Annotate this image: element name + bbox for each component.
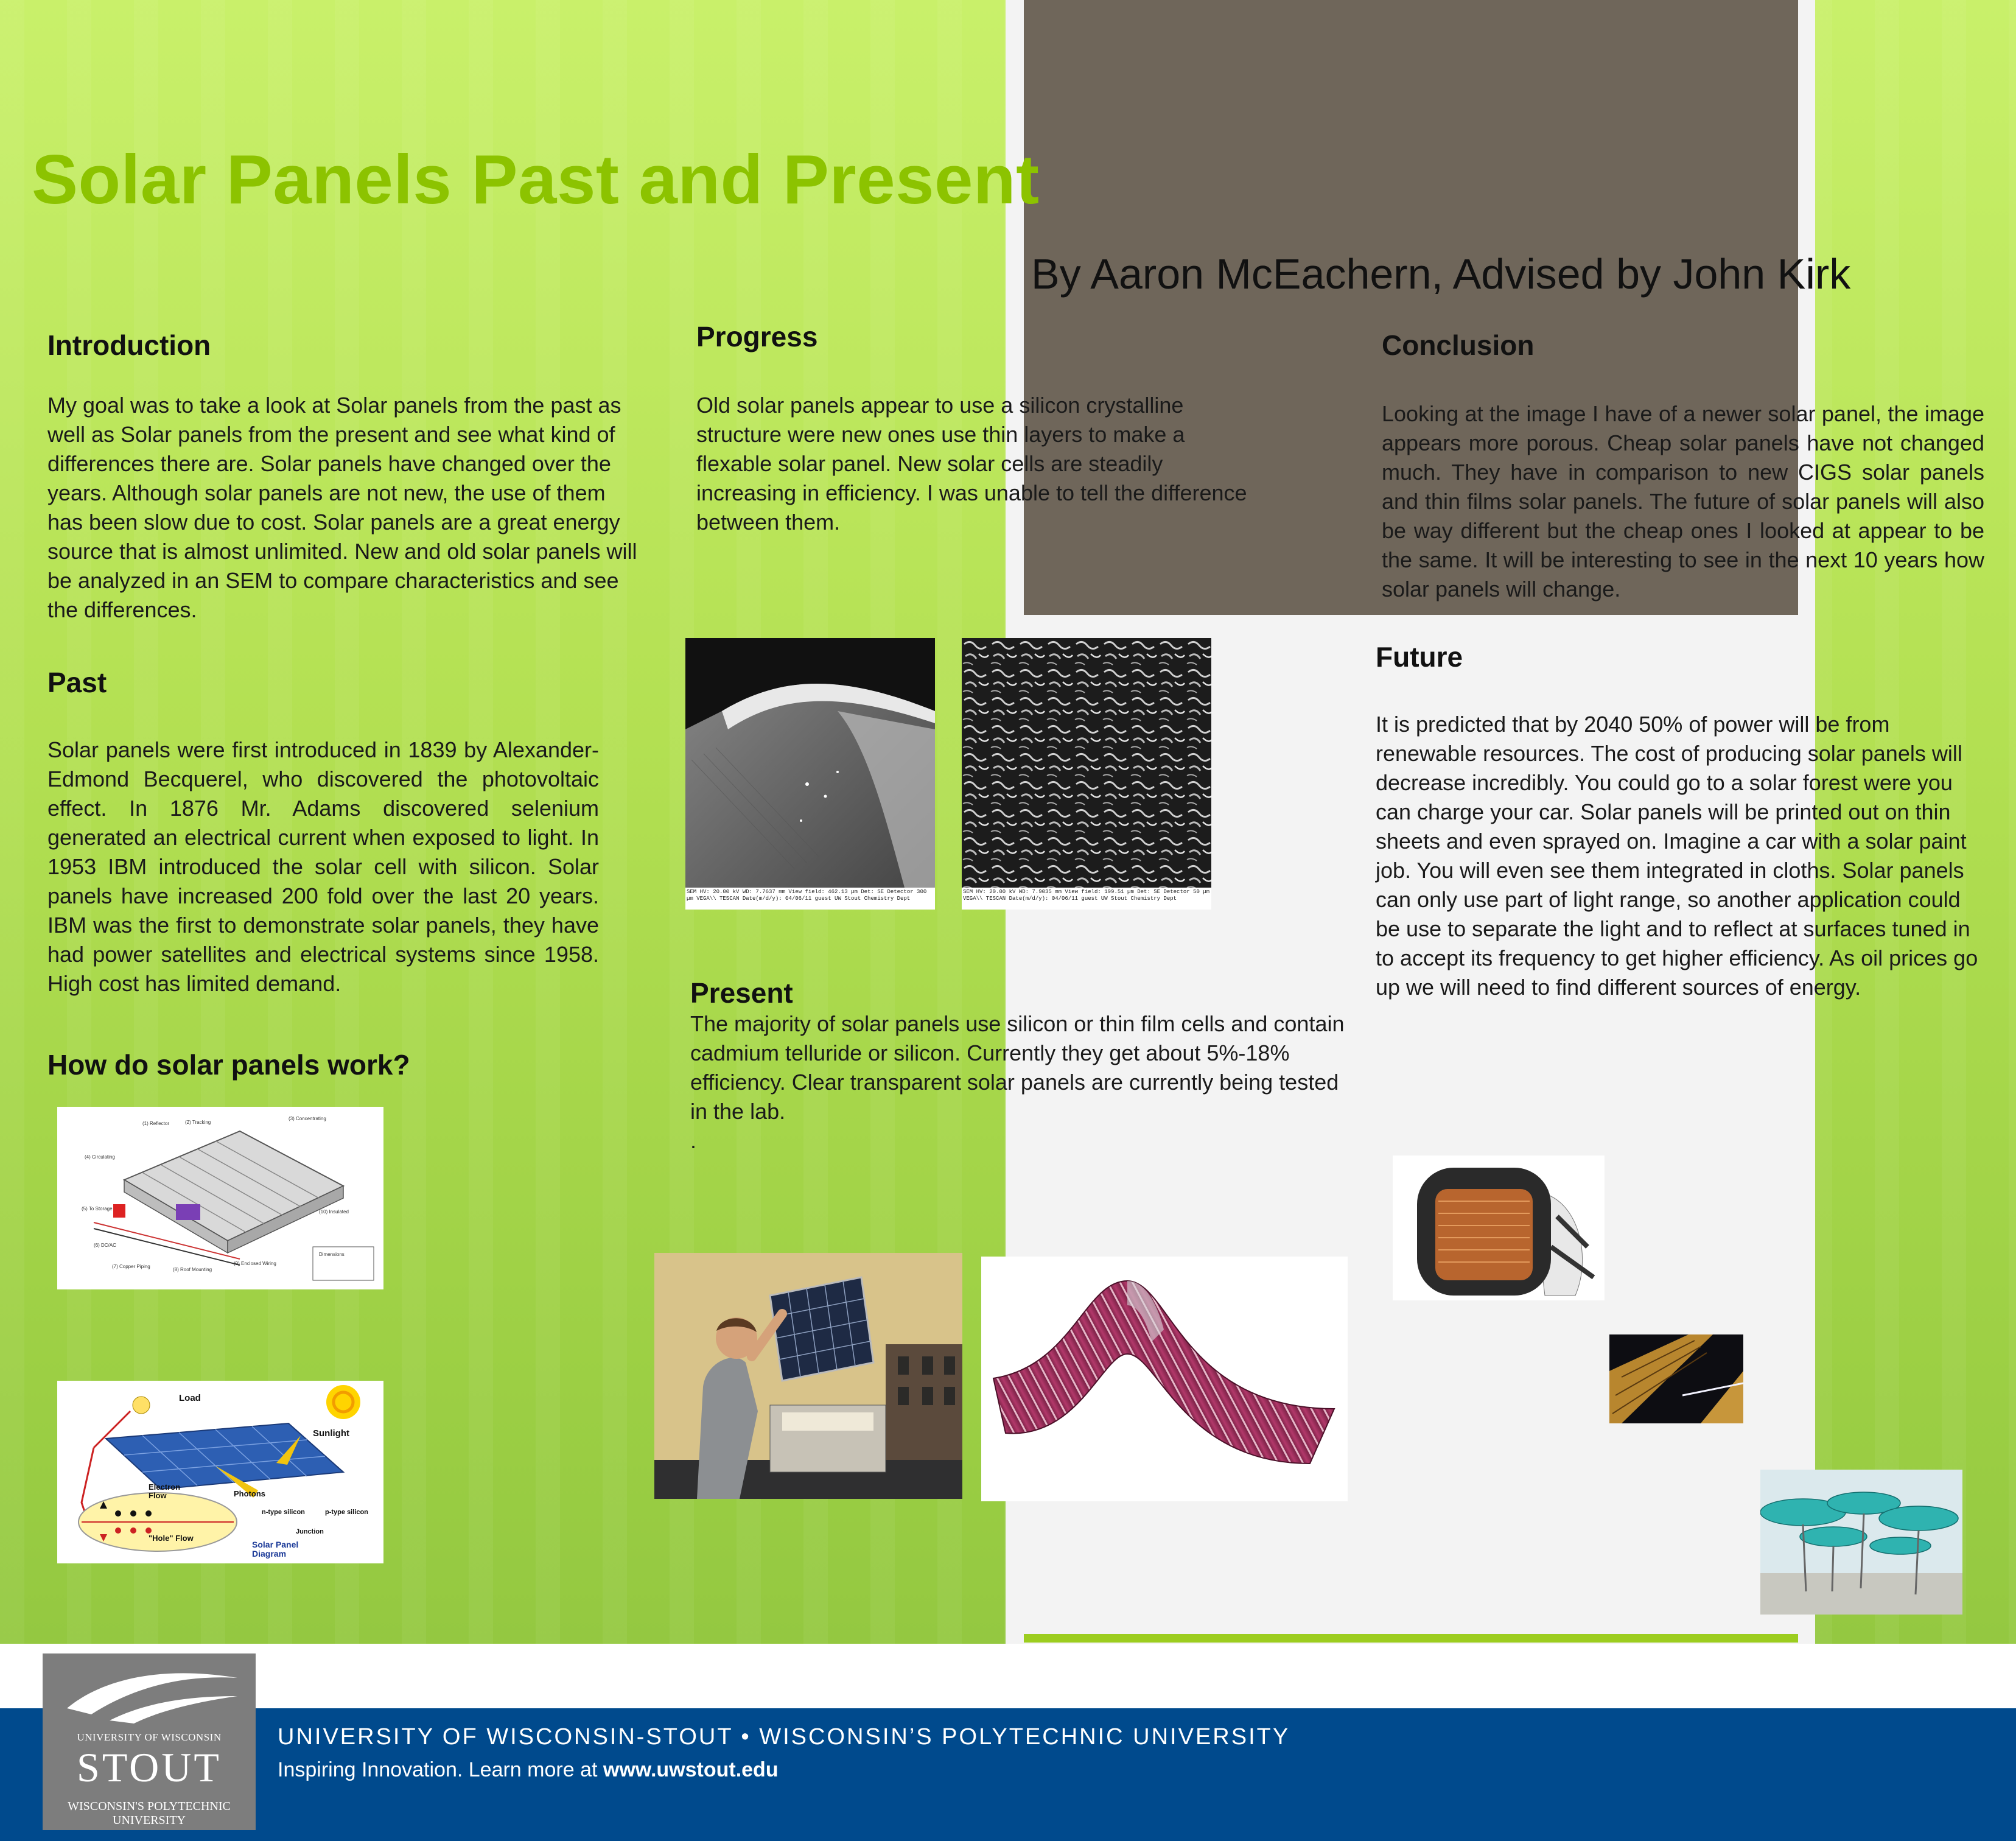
future-heading: Future	[1376, 641, 1463, 673]
sem-image-new-panel	[962, 638, 1211, 910]
solar-backpack-photo	[1393, 1155, 1605, 1300]
diagram-caption: Solar Panel Diagram	[252, 1540, 299, 1559]
flexible-solar-panel-art	[981, 1257, 1348, 1501]
svg-text:(6) DC/AC: (6) DC/AC	[94, 1243, 116, 1248]
footer-university-name: UNIVERSITY OF WISCONSIN-STOUT • WISCONSIN’S POLYTECHNIC UNIVERSITY	[278, 1724, 1290, 1750]
present-heading: Present	[690, 977, 793, 1009]
electron-flow-label: Electron Flow	[149, 1482, 181, 1500]
solar-forest-art	[1760, 1470, 1962, 1615]
footer-tagline	[278, 1758, 779, 1782]
flexible-solar-panel-photo	[981, 1257, 1348, 1501]
satellite-panel-photo	[1609, 1334, 1743, 1423]
poster-title: Solar Panels Past and Present	[32, 141, 1040, 219]
past-heading: Past	[47, 667, 107, 698]
solar-panel-diagram	[57, 1381, 383, 1563]
svg-text:(2) Tracking: (2) Tracking	[185, 1120, 211, 1125]
n-type-label: n-type silicon	[262, 1509, 305, 1516]
logo-wave-mark	[43, 1653, 256, 1727]
solar-forest-photo	[1760, 1470, 1962, 1615]
conclusion-heading: Conclusion	[1382, 329, 1535, 361]
progress-heading: Progress	[696, 321, 818, 352]
sunlight-label: Sunlight	[313, 1428, 349, 1439]
sem-old-art	[685, 638, 935, 888]
sem-new-art	[962, 638, 1211, 888]
future-text: It is predicted that by 2040 50% of power will be from renewable resources. The cost of producing solar panels will decrease incredibly. You could go to a solar forest were you can charge your car. Solar panels will be printed out on thin sheets and even sprayed on. Imagine a car with a solar paint job. You will even see them integrated in cloths. Solar panels can only use part of light range, so another application could be use to separate the light and to reflect at surfaces tuned in to accept its frequency to get higher efficiency. As oil prices go up we will need to find different sources of energy.	[1376, 712, 1978, 1000]
byline: By Aaron McEachern, Advised by John Kirk	[1031, 250, 1851, 298]
junction-label: Junction	[296, 1528, 324, 1535]
svg-text:(1) Reflector: (1) Reflector	[142, 1121, 170, 1126]
solar-backpack-art	[1393, 1155, 1605, 1300]
solar-heating-diagram-art	[57, 1107, 383, 1289]
introduction-heading: Introduction	[47, 329, 211, 361]
sem-old-caption: SEM HV: 20.00 kV WD: 7.7637 mm View field: 462.13 µm Det: SE Detector 300 µm VEGA\\ TESCAN Date(m/d/y): 04/06/11 guest UW Stout Chemistry Dept	[685, 888, 935, 910]
logo-line2: STOUT	[77, 1744, 222, 1790]
progress-text: Old solar panels appear to use a silicon crystalline structure were new ones use thin layers to make a flexable solar panel. New solar cells are steadily increasing in efficiency. I was unable to tell the difference between them.	[696, 393, 1247, 535]
satellite-panel-art	[1609, 1334, 1743, 1423]
logo-line3: WISCONSIN'S POLYTECHNIC UNIVERSITY	[68, 1800, 231, 1827]
past-text: Solar panels were first introduced in 1839 by Alexander-Edmond Becquerel, who discovered the photovoltaic effect. In 1876 Mr. Adams discovered selenium generated an electrical current when exposed to light. In 1953 IBM introduced the solar cell with silicon. Solar panels have increased 200 fold over the last 20 years. IBM was the first to demonstrate solar panels, they have had power satellites and electrical systems since 1958. High cost has limited demand.	[47, 737, 599, 996]
svg-text:(5) To Storage: (5) To Storage	[82, 1206, 113, 1212]
accent-bar	[1024, 1634, 1798, 1643]
sem-image-old-panel	[685, 638, 935, 910]
svg-text:(7) Copper Piping: (7) Copper Piping	[112, 1264, 150, 1269]
footer-tagline-text: Inspiring Innovation. Learn more at	[278, 1758, 603, 1781]
present-text: The majority of solar panels use silicon or thin film cells and contain cadmium telluride or silicon. Currently they get about 5%-18% efficiency. Clear transparent solar panels are currently being tested in the lab.	[690, 1011, 1345, 1124]
footer-white-band	[0, 1644, 2016, 1708]
uw-stout-logo	[43, 1653, 256, 1830]
svg-text:(10) Insulated: (10) Insulated	[319, 1209, 349, 1215]
svg-text:Dimensions: Dimensions	[319, 1252, 345, 1257]
sem-new-caption: SEM HV: 20.00 kV WD: 7.9035 mm View field: 199.51 µm Det: SE Detector 50 µm VEGA\\ TESCAN Date(m/d/y): 04/06/11 guest UW Stout Chemistry Dept	[962, 888, 1211, 910]
solar-heating-diagram	[57, 1107, 383, 1289]
svg-text:(3) Concentrating: (3) Concentrating	[289, 1116, 326, 1121]
how-heading: How do solar panels work?	[47, 1049, 410, 1081]
solar-panel-diagram-art	[57, 1381, 383, 1563]
logo-line1: UNIVERSITY OF WISCONSIN	[77, 1731, 222, 1743]
load-label: Load	[179, 1393, 201, 1403]
hole-flow-label: "Hole" Flow	[149, 1534, 194, 1543]
historic-solar-photo	[654, 1253, 962, 1499]
conclusion-text: Looking at the image I have of a newer solar panel, the image appears more porous. Cheap solar panels have not changed much. They have in comparison to new CIGS solar panels and thin films solar panels. The future of solar panels will also be way different but the cheap ones I looked at appear to be the same. It will be interesting to see in the next 10 years how solar panels will change.	[1382, 401, 1984, 601]
p-type-label: p-type silicon	[325, 1509, 368, 1516]
photons-label: Photons	[234, 1489, 265, 1498]
present-trailing-period: .	[690, 1128, 697, 1153]
svg-text:(8) Roof Mounting: (8) Roof Mounting	[173, 1267, 212, 1272]
historic-solar-photo-art	[654, 1253, 962, 1499]
svg-text:(9) Enclosed Wiring: (9) Enclosed Wiring	[234, 1261, 276, 1266]
introduction-text: My goal was to take a look at Solar panels from the past as well as Solar panels from the present and see what kind of differences there are. Solar panels have changed over the years. Although solar panels are not new, the use of them has been slow due to cost. Solar panels are a great energy source that is almost unlimited. New and old solar panels will be analyzed in an SEM to compare characteristics and see the differences.	[47, 393, 637, 622]
svg-text:(4) Circulating: (4) Circulating	[85, 1154, 115, 1160]
footer-website-link[interactable]: www.uwstout.edu	[603, 1758, 779, 1781]
